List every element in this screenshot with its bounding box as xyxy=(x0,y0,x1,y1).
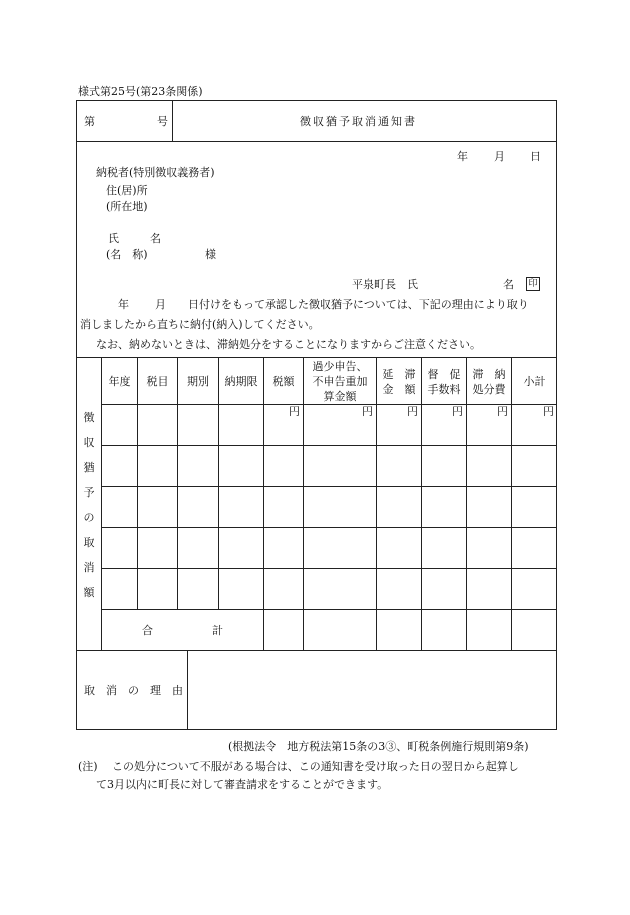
col-header-disposal-1: 滞 納 xyxy=(472,368,506,381)
col-header-disposal-2: 処分費 xyxy=(472,383,506,396)
note-line2: て3月以内に町長に対して審査請求をすることができます。 xyxy=(96,778,389,791)
side-label-border xyxy=(101,357,102,650)
body-line2: 消しましたから直ちに納付(納入)してください。 xyxy=(80,318,320,331)
total-label-1: 合 xyxy=(142,624,153,637)
location-label: (所在地) xyxy=(106,200,148,213)
body-line1-year: 年 xyxy=(118,298,129,311)
col-line-1 xyxy=(137,357,138,609)
total-row-border xyxy=(76,650,557,651)
form-number: 様式第25号(第23条関係) xyxy=(78,85,203,98)
date-day: 日 xyxy=(530,150,541,163)
note-line1: この処分について不服がある場合は、この通知書を受け取った日の翌日から起算し xyxy=(112,760,519,773)
taxpayer-heading: 納税者(特別徴収義務者) xyxy=(96,166,215,179)
col-header-penalty-2: 不申告重加 xyxy=(312,375,368,388)
col-header-tax-amount: 税額 xyxy=(272,375,295,388)
document-title: 徴収猶予取消通知書 xyxy=(300,115,417,128)
reason-label: 取 消 の 理 由 xyxy=(84,684,183,697)
header-vertical-divider xyxy=(172,100,173,141)
col-header-penalty-3: 算金額 xyxy=(323,390,357,403)
col-line-3 xyxy=(218,357,219,609)
col-header-late-2: 金 額 xyxy=(382,383,416,396)
body-line1-month: 月 xyxy=(155,298,166,311)
col-header-due-date: 納期限 xyxy=(224,375,258,388)
side-char: 予 xyxy=(83,486,95,499)
unit-penalty: 円 xyxy=(362,405,373,418)
side-char: 取 xyxy=(83,536,95,549)
col-header-tax-item: 税目 xyxy=(146,375,169,388)
number-prefix: 第 xyxy=(84,115,95,128)
number-suffix: 号 xyxy=(157,115,168,128)
legal-basis: (根拠法令 地方税法第15条の3③、町税条例施行規則第9条) xyxy=(228,740,529,753)
note-marker: (注) xyxy=(78,760,98,773)
col-line-7 xyxy=(421,357,422,650)
unit-tax-amount: 円 xyxy=(289,405,300,418)
name-label-2: 名 xyxy=(150,232,161,245)
issuer-name-suffix: 名 xyxy=(503,278,514,291)
side-char: 猶 xyxy=(83,461,95,474)
col-line-9 xyxy=(511,357,512,650)
row-border-5 xyxy=(101,609,557,610)
col-line-2 xyxy=(177,357,178,609)
row-border-3 xyxy=(101,527,557,528)
side-char: 消 xyxy=(83,561,95,574)
side-char: 徴 xyxy=(83,411,95,424)
total-label-2: 計 xyxy=(212,624,223,637)
col-line-4 xyxy=(263,357,264,650)
col-header-penalty-1: 過少申告、 xyxy=(312,360,368,373)
corp-name-label: (名 称) xyxy=(106,248,148,261)
unit-disposal: 円 xyxy=(497,405,508,418)
unit-late: 円 xyxy=(407,405,418,418)
col-line-6 xyxy=(376,357,377,650)
col-header-dunning-2: 手数料 xyxy=(427,383,461,396)
reason-divider xyxy=(187,650,188,730)
header-divider xyxy=(76,141,557,142)
col-header-late-1: 延 滞 xyxy=(382,368,416,381)
seal-stamp: 印 xyxy=(526,277,540,291)
side-char: 額 xyxy=(83,586,95,599)
date-year: 年 xyxy=(457,150,468,163)
col-line-8 xyxy=(466,357,467,650)
row-border-1 xyxy=(101,445,557,446)
row-border-4 xyxy=(101,568,557,569)
honorific: 様 xyxy=(205,248,216,261)
body-line1-rest: 日付けをもって承認した徴収猶予については、下記の理由により取り xyxy=(188,298,529,311)
col-header-dunning-1: 督 促 xyxy=(427,368,461,381)
table-top-border xyxy=(76,357,557,358)
unit-subtotal: 円 xyxy=(543,405,554,418)
unit-dunning: 円 xyxy=(452,405,463,418)
body-line3: なお、納めないときは、滞納処分をすることになりますからご注意ください。 xyxy=(96,338,481,351)
col-header-year: 年度 xyxy=(108,375,131,388)
col-header-period: 期別 xyxy=(187,375,209,388)
address-label: 住(居)所 xyxy=(106,184,148,197)
side-vertical-label xyxy=(82,405,96,605)
row-border-2 xyxy=(101,486,557,487)
col-header-subtotal: 小計 xyxy=(523,375,546,388)
side-char: 収 xyxy=(83,436,95,449)
issuer-title: 平泉町長 氏 xyxy=(352,278,418,291)
side-char: の xyxy=(83,511,95,524)
name-label-1: 氏 xyxy=(108,232,119,245)
date-month: 月 xyxy=(494,150,505,163)
